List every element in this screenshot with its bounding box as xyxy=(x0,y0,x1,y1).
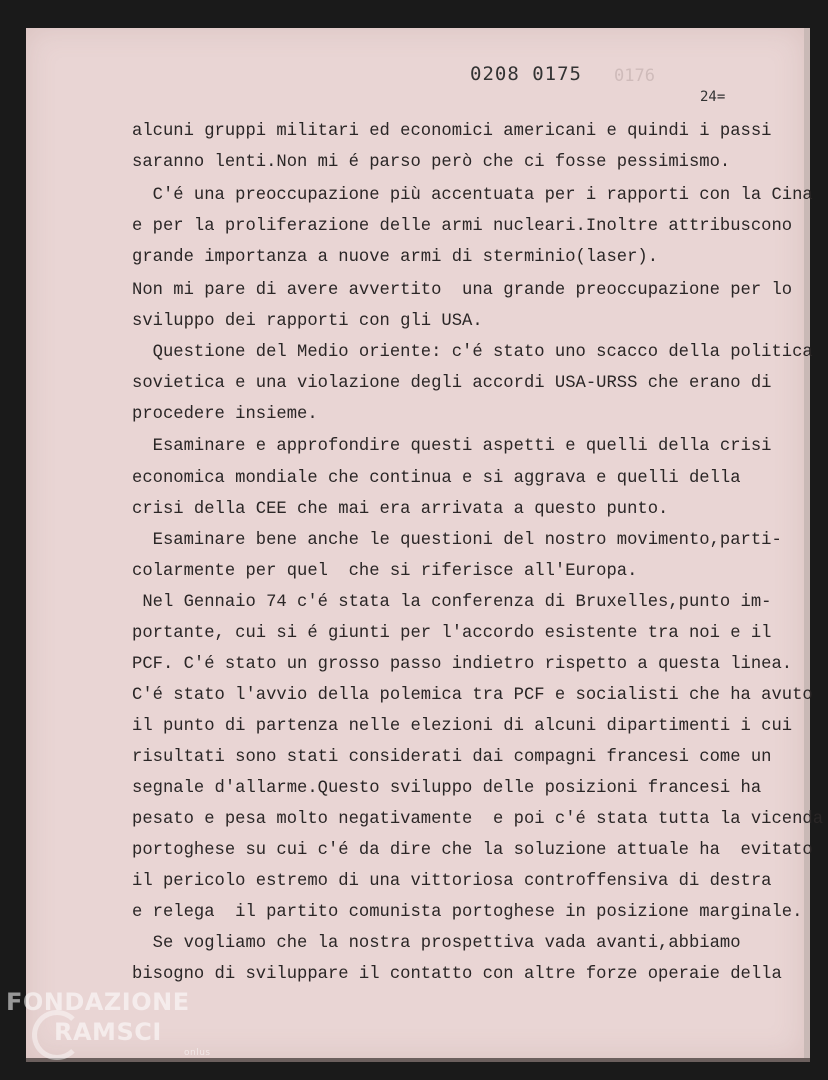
text-line: il punto di partenza nelle elezioni di alcuni dipartimenti i cui xyxy=(132,717,793,736)
bleed-through-number: 0176 xyxy=(614,66,655,86)
text-line: saranno lenti.Non mi é parso però che ci fosse pessimismo. xyxy=(132,153,731,172)
paper-shadow xyxy=(26,1058,810,1062)
text-line: grande importanza a nuove armi di sterminio(laser). xyxy=(132,248,659,267)
text-line: alcuni gruppi militari ed economici americani e quindi i passi xyxy=(132,122,772,141)
text-line: C'é stato l'avvio della polemica tra PCF e socialisti che ha avuto xyxy=(132,686,813,705)
text-line: portoghese su cui c'é da dire che la soluzione attuale ha evitato xyxy=(132,841,813,860)
text-line: Questione del Medio oriente: c'é stato uno scacco della politica xyxy=(132,343,813,362)
text-line: e relega il partito comunista portoghese in posizione marginale. xyxy=(132,903,803,922)
watermark-line-1: FONDAZIONE xyxy=(6,988,190,1016)
text-line: colarmente per quel che si riferisce all'Europa. xyxy=(132,562,638,581)
text-line: e per la proliferazione delle armi nucleari.Inoltre attribuscono xyxy=(132,217,793,236)
page-number: 24= xyxy=(700,89,726,105)
text-line: pesato e pesa molto negativamente e poi c'é stata tutta la vicenda xyxy=(132,810,824,829)
text-line: PCF. C'é stato un grosso passo indietro rispetto a questa linea. xyxy=(132,655,793,674)
text-line: crisi della CEE che mai era arrivata a questo punto. xyxy=(132,500,669,519)
text-line: Nel Gennaio 74 c'é stata la conferenza di Bruxelles,punto im- xyxy=(132,593,772,612)
text-line: Esaminare bene anche le questioni del nostro movimento,parti- xyxy=(132,531,782,550)
text-line: il pericolo estremo di una vittoriosa controffensiva di destra xyxy=(132,872,772,891)
text-line: risultati sono stati considerati dai compagni francesi come un xyxy=(132,748,772,767)
text-line: bisogno di sviluppare il contatto con altre forze operaie della xyxy=(132,965,782,984)
text-line: economica mondiale che continua e si aggrava e quelli della xyxy=(132,469,741,488)
text-line: Se vogliamo che la nostra prospettiva vada avanti,abbiamo xyxy=(132,934,741,953)
watermark-line-3: onlus xyxy=(184,1048,211,1058)
text-line: Non mi pare di avere avvertito una grande preoccupazione per lo xyxy=(132,281,793,300)
text-line: segnale d'allarme.Questo sviluppo delle posizioni francesi ha xyxy=(132,779,762,798)
text-line: sovietica e una violazione degli accordi USA-URSS che erano di xyxy=(132,374,772,393)
text-line: procedere insieme. xyxy=(132,405,318,424)
text-line: Esaminare e approfondire questi aspetti e quelli della crisi xyxy=(132,437,772,456)
document-number: 0208 0175 xyxy=(470,63,582,85)
text-line: portante, cui si é giunti per l'accordo esistente tra noi e il xyxy=(132,624,772,643)
text-line: sviluppo dei rapporti con gli USA. xyxy=(132,312,483,331)
paper-edge xyxy=(804,28,810,1058)
watermark-line-2: RAMSCI xyxy=(54,1018,162,1046)
text-line: C'é una preoccupazione più accentuata per i rapporti con la Cina xyxy=(132,186,813,205)
